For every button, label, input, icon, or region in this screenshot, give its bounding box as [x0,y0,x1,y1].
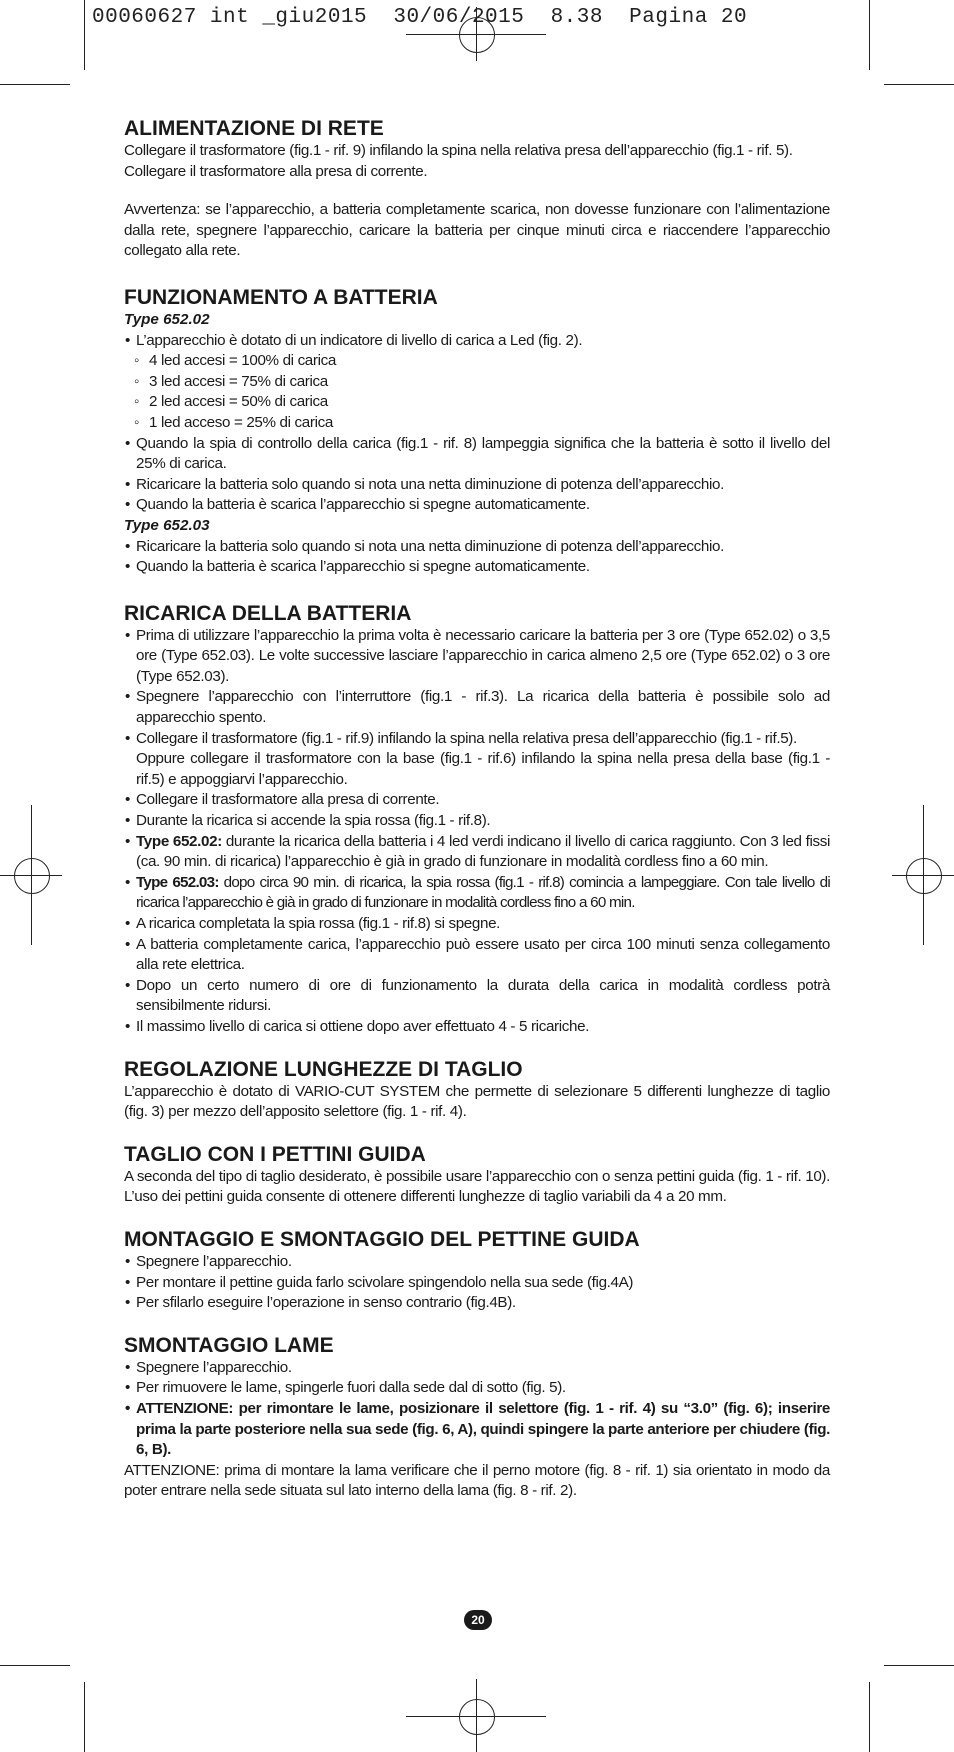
warning-paragraph: ATTENZIONE: prima di montare la lama verificare che il perno motore (fig. 8 - rif. 1) sia orientato in modo da poter entrare nella sede situata sul lato interno della lama (fig. 8 - rif. 2). [124,1461,830,1500]
crop-mark-top-left-horizontal [0,84,70,85]
list-item: ◦ 4 led accesi = 100% di carica [124,351,830,372]
bullet-list [124,537,830,578]
paragraph: Collegare il trasformatore alla presa di corrente. [124,162,428,180]
list-item: ◦ 1 led acceso = 25% di carica [124,413,830,434]
list-item: • A batteria completamente carica, l’apparecchio può essere usato per circa 100 minuti senza collegamento alla rete elettrica. [124,935,830,976]
type-label: Type 652.03: [136,873,219,891]
document-body [124,117,830,1502]
list-item-continuation: Oppure collegare il trasformatore con la base (fig.1 - rif.6) infilando la spina nella presa della base (fig.1 - rif.5) e appoggiarvi l’apparecchio. [136,750,830,788]
charge-level-list [124,351,830,433]
list-item: ◦ 3 led accesi = 75% di carica [124,372,830,393]
list-item: • Prima di utilizzare l’apparecchio la prima volta è necessario caricare la batteria per 3 ore (Type 652.02) o 3,5 ore (Type 652.03). Le volte successive lasciare l’apparecchio in carica almeno 2,5 ore (Type 652.02) o 3 ore (Type 652.03). [124,626,830,688]
type-subheading: Type 652.03 [124,516,210,534]
section-title: MONTAGGIO E SMONTAGGIO DEL PETTINE GUIDA [124,1227,640,1251]
section-title: SMONTAGGIO LAME [124,1333,334,1357]
crop-mark-bottom-right-vertical [869,1682,870,1752]
crop-mark-top-left-vertical [84,0,85,70]
section-funzionamento [124,286,830,578]
section-title: RICARICA DELLA BATTERIA [124,601,412,625]
registration-mark-bottom [459,1699,493,1733]
crop-mark-bottom-left-horizontal [0,1665,70,1666]
registration-mark-right [906,858,940,892]
list-item: • A ricarica completata la spia rossa (fig.1 - rif.8) si spegne. [124,914,830,935]
list-item: • Collegare il trasformatore (fig.1 - rif.9) infilando la spina nella relativa presa dell’apparecchio (fig.1 - rif.5). [124,729,830,750]
paragraph: L’apparecchio è dotato di VARIO-CUT SYSTEM che permette di selezionare 5 differenti lunghezze di taglio (fig. 3) per mezzo dell’apposito selettore (fig. 1 - rif. 4). [124,1082,830,1121]
section-smontaggio [124,1334,830,1502]
list-item: • Quando la spia di controllo della carica (fig.1 - rif. 8) lampeggia significa che la batteria è sotto il livello del 25% di carica. [124,434,830,475]
bullet-list [124,626,830,750]
crop-mark-bottom-right-horizontal [884,1665,954,1666]
list-item: • Il massimo livello di carica si ottiene dopo aver effettuato 4 - 5 ricariche. [124,1017,830,1038]
list-item: • Per rimuovere le lame, spingerle fuori dalla sede dal di sotto (fig. 5). [124,1378,830,1399]
section-taglio [124,1143,830,1208]
section-montaggio [124,1228,830,1314]
bullet-list [124,434,830,516]
list-item-text: dopo circa 90 min. di ricarica, la spia rossa (fig.1 - rif.8) comincia a lampeggiare. Con tale livello di ricarica l’apparecchio è già in grado di funzionare in modalità cordless fino a 60 min. [136,873,830,912]
list-item: • Quando la batteria è scarica l’apparecchio si spegne automaticamente. [124,495,830,516]
paragraph: Collegare il trasformatore (fig.1 - rif. 9) infilando la spina nella relativa presa dell’apparecchio (fig.1 - rif. 5). [124,142,793,159]
list-item: • Spegnere l’apparecchio. [124,1358,830,1379]
section-title: FUNZIONAMENTO A BATTERIA [124,285,438,309]
list-item: • Durante la ricarica si accende la spia rossa (fig.1 - rif.8). [124,811,830,832]
list-item: • L’apparecchio è dotato di un indicatore di livello di carica a Led (fig. 2). [124,331,830,352]
list-item: • Per montare il pettine guida farlo scivolare spingendolo nella sua sede (fig.4A) [124,1273,830,1294]
bullet-list [124,1358,830,1461]
list-item: • Quando la batteria è scarica l’apparecchio si spegne automaticamente. [124,557,830,578]
section-title: TAGLIO CON I PETTINI GUIDA [124,1142,426,1166]
section-title: REGOLAZIONE LUNGHEZZE DI TAGLIO [124,1057,523,1081]
crop-mark-top-right-vertical [869,0,870,70]
bullet-list [124,790,830,1037]
section-ricarica [124,602,830,1038]
list-item: • Per sfilarlo eseguire l’operazione in senso contrario (fig.4B). [124,1293,830,1314]
list-item: • Ricaricare la batteria solo quando si nota una netta diminuzione di potenza dell’apparecchio. [124,475,830,496]
section-title: ALIMENTAZIONE DI RETE [124,117,384,140]
list-item: ◦ 2 led accesi = 50% di carica [124,392,830,413]
list-item: • Collegare il trasformatore alla presa di corrente. [124,790,830,811]
type-subheading: Type 652.02 [124,310,210,328]
registration-crosshair-v [31,805,32,945]
list-item [124,873,830,914]
registration-crosshair-v [476,1679,477,1752]
warning-list-item: • ATTENZIONE: per rimontare le lame, posizionare il selettore (fig. 1 - rif. 4) su “3.0” (fig. 6); inserire prima la parte posteriore nella sua sede (fig. 6, A), quindi spingere la parte anteriore per chiudere (fig. 6, B). [124,1399,830,1461]
list-item: • Spegnere l’apparecchio con l’interruttore (fig.1 - rif.3). La ricarica della batteria è possibile solo ad apparecchio spento. [124,687,830,728]
crop-mark-bottom-left-vertical [84,1682,85,1752]
registration-mark-left [14,858,48,892]
list-item: • Dopo un certo numero di ore di funzionamento la durata della carica in modalità cordless potrà sensibilmente ridursi. [124,976,830,1017]
registration-crosshair-v [923,805,924,945]
list-item-text: durante la ricarica della batteria i 4 led verdi indicano il livello di carica raggiunto. Con 3 led fissi (ca. 90 min. di ricarica) l’apparecchio è già in grado di funzionare in modalità cordless fino a 60 min. [136,832,830,871]
list-item: • Ricaricare la batteria solo quando si nota una netta diminuzione di potenza dell’apparecchio. [124,537,830,558]
type-label: Type 652.02: [136,832,222,850]
paragraph: A seconda del tipo di taglio desiderato, è possibile usare l’apparecchio con o senza pettini guida (fig. 1 - rif. 10). L’uso dei pettini guida consente di ottenere differenti lunghezze di taglio variabili da 4 a 20 mm. [124,1167,830,1206]
bullet-list [124,331,830,352]
crop-mark-top-right-horizontal [884,84,954,85]
list-item: • Spegnere l’apparecchio. [124,1252,830,1273]
list-item [124,832,830,873]
page-number-badge: 20 [464,1610,492,1630]
bullet-list [124,1252,830,1314]
print-slug-line: 00060627 int _giu2015 30/06/2015 8.38 Pagina 20 [92,6,748,29]
warning-paragraph: Avvertenza: se l’apparecchio, a batteria completamente scarica, non dovesse funzionare con l’alimentazione dalla rete, spegnere l’apparecchio, caricare la batteria per cinque minuti circa e riaccendere l’apparecchio collegato alla rete. [124,201,830,260]
section-alimentazione [124,117,830,262]
section-regolazione [124,1058,830,1123]
